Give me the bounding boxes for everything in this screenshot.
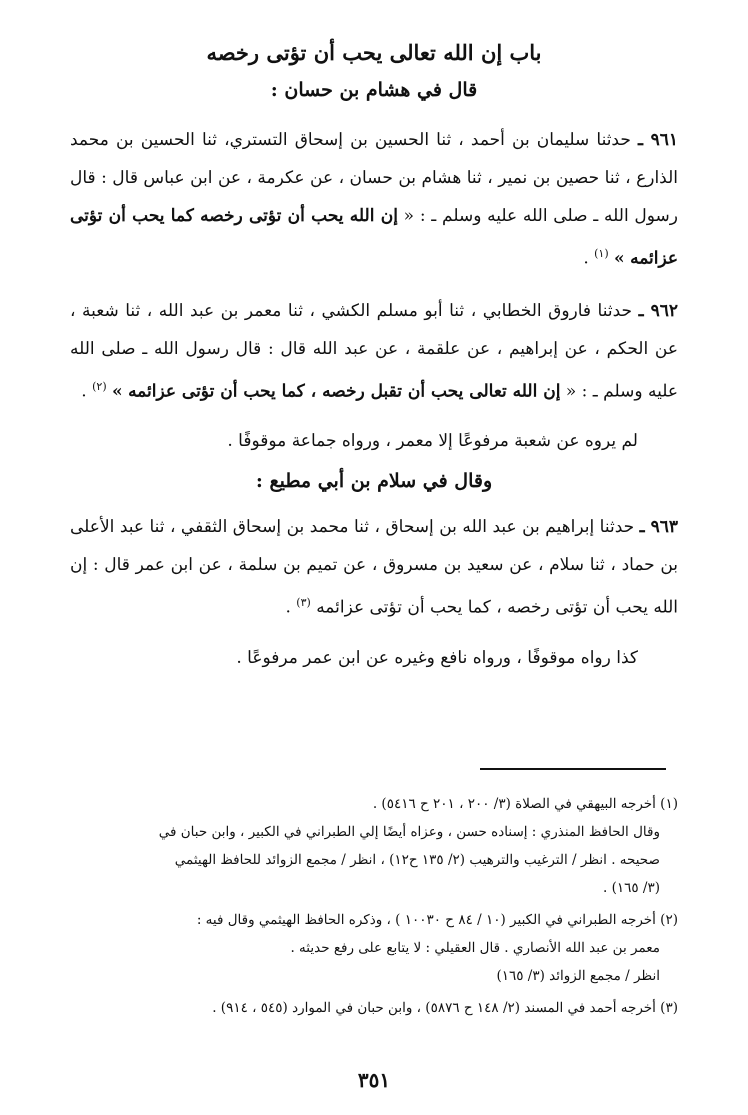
hadith-number: ٩٦٣ ـ: [639, 517, 678, 538]
hadith-chain: حدثنا فاروق الخطابي ، ثنا أبو مسلم الكشي ، ثنا معمر بن عبد الله ، ثنا شعبة ، عن الحكم ، عن إبراهيم ، عن علقمة ، عن عبد الله قال : قال رسول الله ـ صلى الله عليه وسلم ـ : «: [70, 300, 678, 402]
footnote-line: (١) أخرجه البيهقي في الصلاة (٣/ ٢٠٠ ، ٢٠١ ح ٥٤١٦) .: [372, 796, 678, 812]
sentence-end: .: [285, 597, 291, 618]
footnote-2: [70, 906, 678, 990]
hadith-961: [70, 121, 678, 278]
footnote-3: [70, 994, 678, 1022]
narrator-heading: قال في هشام بن حسان :: [270, 79, 478, 101]
narrator-heading-2: وقال في سلام بن أبي مطيع :: [255, 470, 493, 493]
sentence-end: .: [583, 248, 589, 269]
quote-close: »: [112, 381, 123, 402]
footnotes: [70, 790, 678, 1026]
commentary-962: لم يروه عن شعبة مرفوعًا إلا معمر ، ورواه جماعة موقوفًا .: [227, 431, 638, 452]
footnote-1: [70, 790, 678, 902]
hadith-963: [70, 508, 678, 627]
hadith-matn: إن الله تعالى يحب أن تقبل رخصه ، كما يحب أن تؤتى عزائمه: [128, 381, 561, 402]
footnote-line: انظر / مجمع الزوائد (٣/ ١٦٥): [496, 968, 660, 984]
footnote-ref: (٢): [92, 379, 107, 393]
hadith-number: ٩٦٢ ـ: [638, 300, 679, 321]
footnote-line: (٣/ ١٦٥) .: [602, 880, 660, 896]
commentary-963: كذا رواه موقوفًا ، ورواه نافع وغيره عن ابن عمر مرفوعًا .: [236, 647, 638, 668]
footnote-line: (٢) أخرجه الطبراني في الكبير (١٠ / ٨٤ ح ١٠٠٣٠ ) ، وذكره الحافظ الهيثمي وقال فيه :: [196, 912, 678, 928]
quote-close: »: [614, 248, 625, 269]
footnote-line: وقال الحافظ المنذري : إسناده حسن ، وعزاه أيضًا إلي الطبراني في الكبير ، وابن حبان في: [158, 824, 660, 840]
hadith-962: [70, 292, 678, 411]
footnote-ref: (٣): [296, 596, 311, 610]
chapter-title: باب إن الله تعالى يحب أن تؤتى رخصه: [206, 40, 542, 65]
page-number: ٣٥١: [357, 1068, 391, 1092]
footnote-line: صحيحه . انظر / الترغيب والترهيب (٢/ ١٣٥ ح١٢) ، انظر / مجمع الزوائد للحافظ الهيثمي: [174, 852, 660, 868]
footnote-ref: (١): [594, 247, 609, 260]
hadith-chain: حدثنا إبراهيم بن عبد الله بن إسحاق ، ثنا محمد بن إسحاق الثقفي ، ثنا عبد الأعلى بن حماد ، ثنا سلام ، عن سعيد بن مسروق ، عن تميم بن سلمة ، عن ابن عمر قال : إن الله يحب أن تؤتى رخصه ، كما يحب أن تؤتى عزائمه: [70, 517, 678, 618]
footnote-line: (٣) أخرجه أحمد في المسند (٢/ ١٤٨ ح ٥٨٧٦) ، وابن حبان في الموارد (٥٤٥ ، ٩١٤) .: [212, 1000, 678, 1016]
hadith-chain: حدثنا سليمان بن أحمد ، ثنا الحسين بن إسحاق التستري، ثنا الحسين بن محمد الذارع ، ثنا حصين بن نمير ، ثنا هشام بن حسان ، عن عكرمة ، عن ابن عباس قال : قال رسول الله ـ صلى الله عليه وسلم ـ : «: [70, 130, 678, 226]
footnote-line: معمر بن عبد الله الأنصاري . قال العقيلي : لا يتابع على رفع حديثه .: [290, 940, 660, 956]
sentence-end: .: [81, 381, 87, 402]
footnote-divider: [480, 768, 666, 770]
hadith-number: ٩٦١ ـ: [638, 130, 679, 150]
hadith-matn: إن الله يحب أن تؤتى رخصه كما يحب أن تؤتى عزائمه: [70, 206, 678, 269]
